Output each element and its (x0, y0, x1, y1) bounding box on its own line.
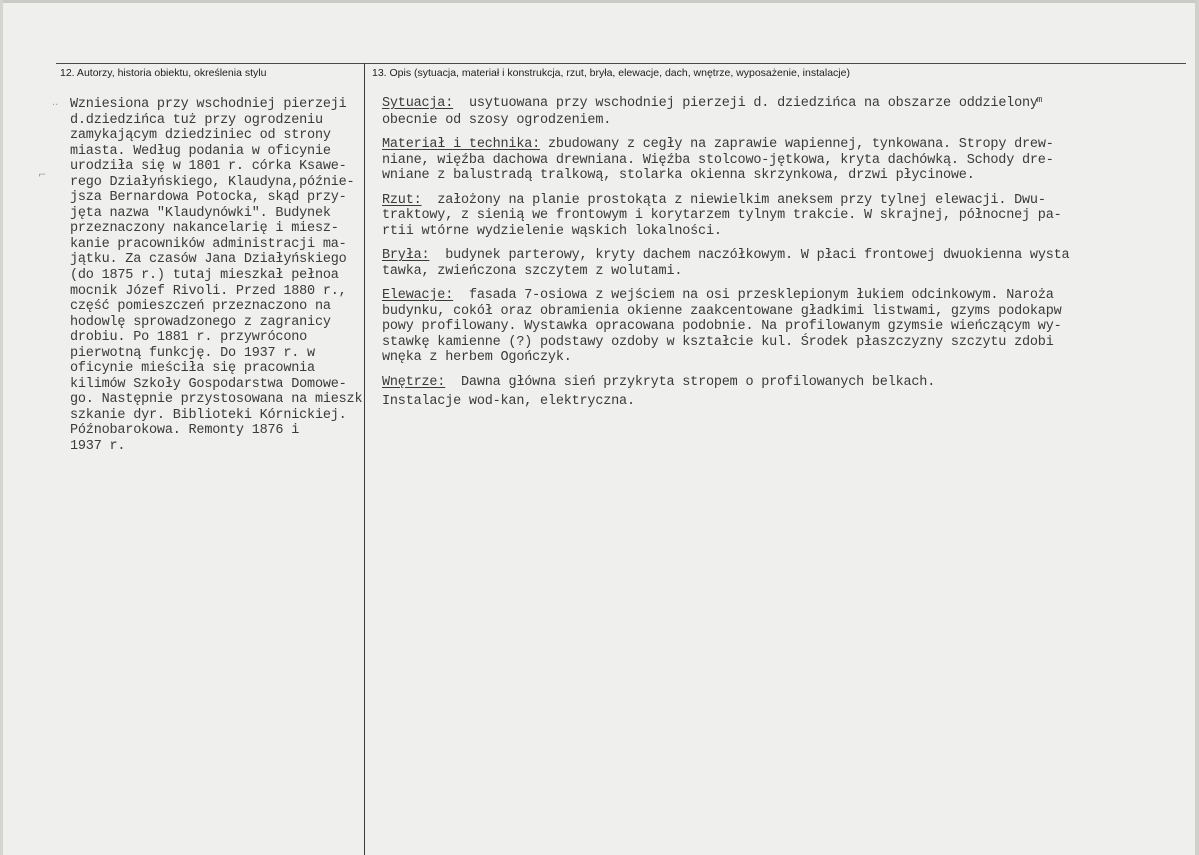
history-line: zamykającym dziedziniec od strony (70, 128, 331, 144)
para-sytuacja (382, 96, 1172, 128)
history-line: go. Następnie przystosowana na mieszk (70, 392, 363, 408)
description-text (382, 96, 1172, 419)
label-elewacje: Elewacje: (382, 288, 454, 303)
elewacje-line-5: wnęka z herbem Ogończyk. (382, 350, 572, 365)
history-line: kanie pracowników administracji ma- (70, 236, 347, 252)
elewacje-line-4: stawkę kamienne (?) podstawy ozdoby w kształcie kul. Środek płaszczyzny szczytu zdobi (382, 334, 1054, 350)
history-line: d.dziedzińca tuż przy ogrodzeniu (70, 112, 323, 128)
header-rule (56, 63, 1186, 64)
history-line: oficynie mieściła się pracownia (70, 361, 315, 377)
material-line-3: wniane z balustradą tralkową, stolarka okienna skrzynkowa, drzwi płycinowe. (382, 168, 975, 183)
history-line: urodziła się w 1801 r. córka Ksawe- (70, 159, 347, 175)
history-line: rego Działyńskiego, Klaudyna,późnie- (70, 174, 355, 190)
history-line: jątku. Za czasów Jana Działyńskiego (70, 252, 347, 268)
card-right-edge (1195, 0, 1199, 855)
history-text (70, 97, 370, 455)
history-line: Późnobarokowa. Remonty 1876 i (70, 423, 300, 439)
elewacje-line-2: budynku, cokół oraz obramienia okienne zaakcentowane gładkimi listwami, gzyms podokapw (382, 303, 1062, 319)
bryla-line-1: budynek parterowy, kryty dachem naczółkowym. W płaci frontowej dwuokienna wysta (445, 248, 1070, 263)
history-line: drobiu. Po 1881 r. przywrócono (70, 330, 308, 346)
history-line: kilimów Szkoły Gospodarstwa Domowe- (70, 376, 347, 392)
section-12-heading: 12. Autorzy, historia obiektu, określenia stylu (60, 67, 267, 79)
para-material (382, 137, 1172, 184)
speck-mark: ⌐ (38, 170, 47, 181)
sytuacja-line-2: obecnie od szosy ogrodzeniem. (382, 112, 612, 128)
sytuacja-correction: m (1036, 95, 1043, 105)
label-rzut: Rzut: (382, 192, 422, 208)
instalacje-line-1: Instalacje wod-kan, elektryczna. (382, 394, 635, 409)
history-line: szkanie dyr. Biblioteki Kórnickiej. (70, 407, 347, 423)
material-line-1: zbudowany z cegły na zaprawie wapiennej, tynkowana. Stropy drew- (547, 137, 1054, 152)
label-material: Materiał i technika: (382, 137, 541, 152)
sytuacja-line-1: usytuowana przy wschodniej pierzeji d. dziedzińca na obszarze oddzielony (468, 96, 1038, 111)
para-rzut (382, 193, 1172, 240)
card-left-edge (0, 0, 3, 855)
rzut-line-3: rtii wtórne wydzielenie wąskich lokalności. (382, 223, 722, 239)
elewacje-line-1: fasada 7-osiowa z wejściem na osi przesklepionym łukiem odcinkowym. Naroża (468, 288, 1054, 303)
history-line: jsza Bernardowa Potocka, skąd przy- (70, 190, 347, 206)
elewacje-line-3: powy profilowany. Wystawka opracowana podobnie. Na profilowanym gzymsie wieńczącym wy- (382, 319, 1062, 334)
material-line-2: niane, więźba dachowa drewniana. Więźba stolcowo-jętkowa, kryta dachówką. Schody dre- (382, 152, 1054, 168)
history-line: pierwotną funkcję. Do 1937 r. w (70, 345, 315, 361)
label-sytuacja: Sytuacja: (382, 96, 454, 111)
para-instalacje (382, 394, 1172, 410)
section-13-heading: 13. Opis (sytuacja, materiał i konstrukcja, rzut, bryła, elewacje, dach, wnętrze, wyposażenie, instalacje) (372, 67, 850, 79)
card-top-edge (0, 0, 1199, 3)
rzut-line-1: założony na planie prostokąta z niewielkim aneksem przy tylnej elewacji. Dwu- (437, 192, 1046, 208)
history-line: jęta nazwa "Klaudynówki". Budynek (70, 205, 331, 221)
rzut-line-2: traktowy, z sienią we frontowym i korytarzem tylnym trakcie. W skrajnej, północnej pa- (382, 208, 1062, 223)
history-line: mocnik Józef Rivoli. Przed 1880 r., (70, 283, 347, 299)
history-line: część pomieszczeń przeznaczono na (70, 299, 331, 315)
label-wnetrze: Wnętrze: (382, 374, 446, 390)
para-elewacje (382, 288, 1172, 366)
label-bryla: Bryła: (382, 248, 430, 263)
history-line: 1937 r. (70, 439, 126, 455)
para-wnetrze (382, 375, 1172, 391)
history-line: hodowlę sprowadzonego z zagranicy (70, 314, 331, 330)
history-line: przeznaczony nakancelarię i miesz- (70, 221, 339, 237)
history-line: (do 1875 r.) tutaj mieszkał pełnoa (70, 268, 339, 284)
history-line: Wzniesiona przy wschodniej pierzeji (70, 97, 347, 112)
bryla-line-2: tawka, zwieńczona szczytem z wolutami. (382, 263, 683, 279)
wnetrze-line-1: Dawna główna sień przykryta stropem o profilowanych belkach. (461, 374, 936, 390)
para-bryla (382, 248, 1172, 279)
history-line: miasta. Według podania w oficynie (70, 143, 331, 159)
speck-mark: ·· (52, 100, 59, 111)
